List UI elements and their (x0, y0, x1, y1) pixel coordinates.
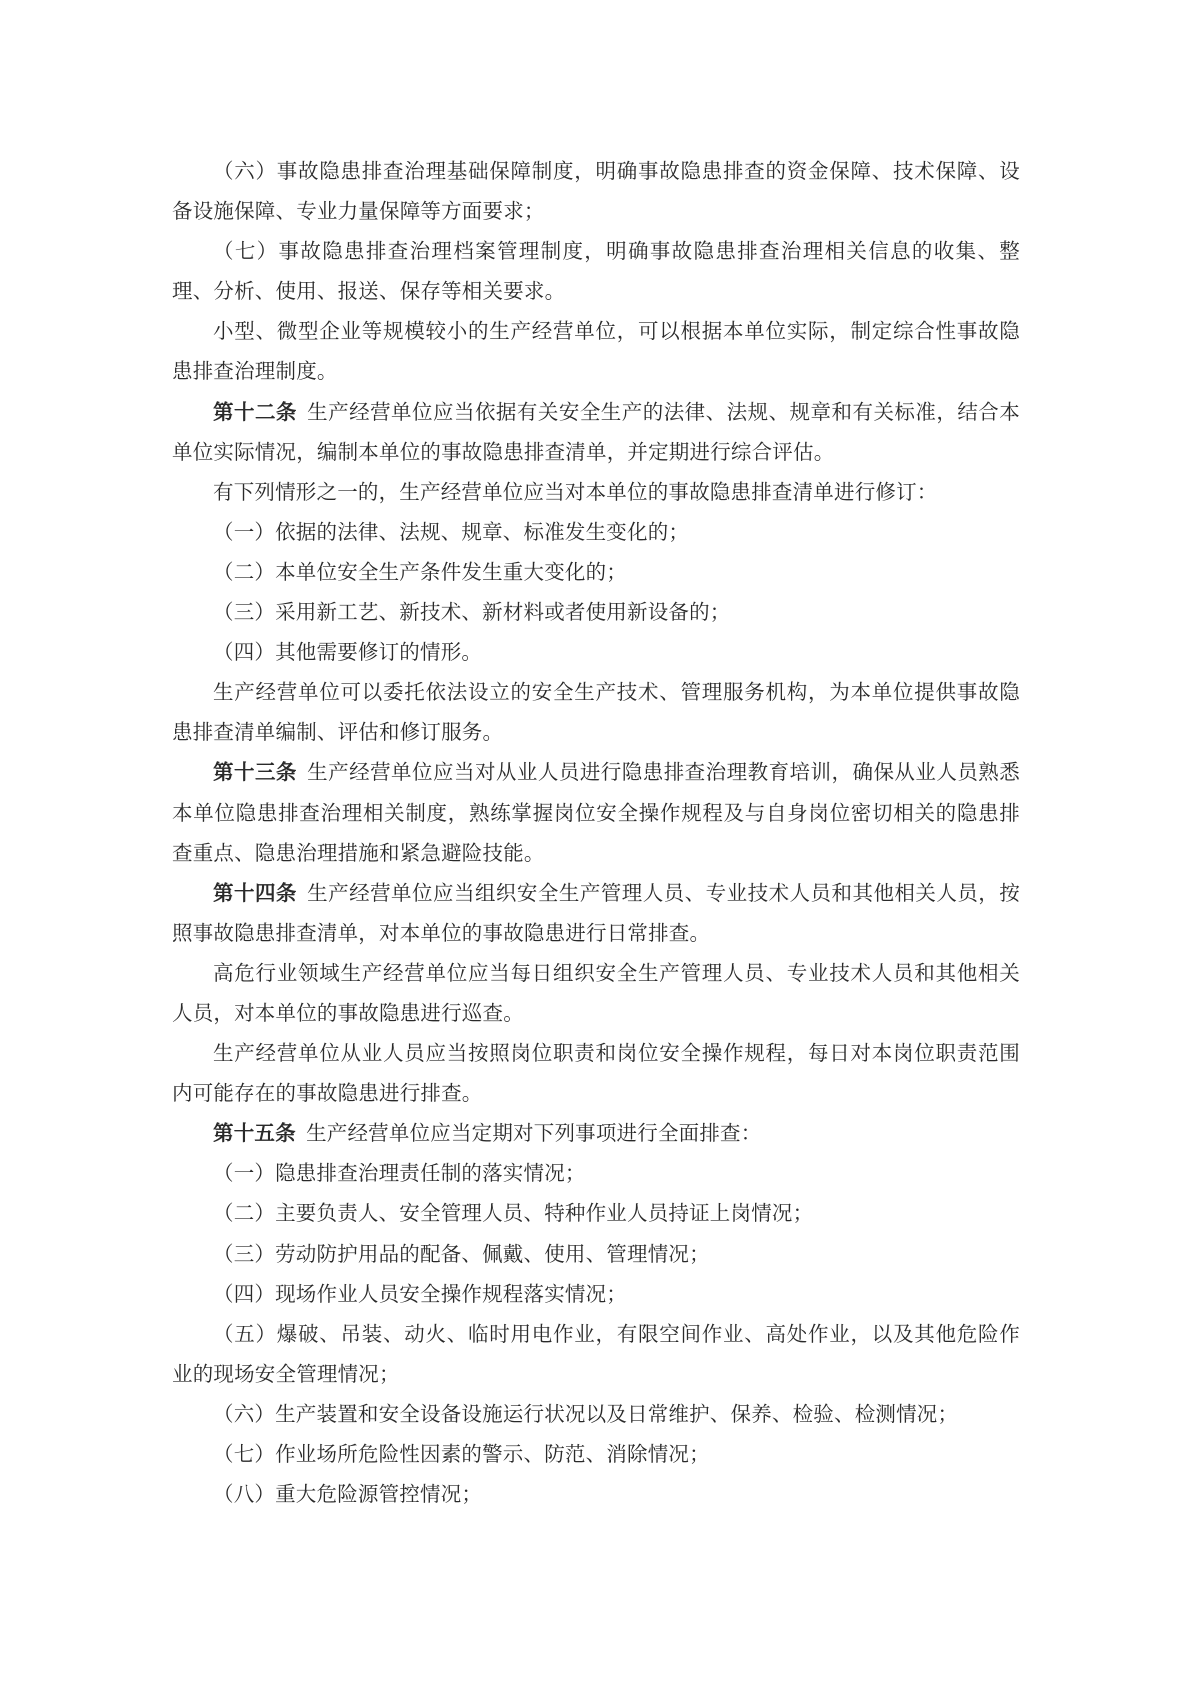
paragraph: （六）事故隐患排查治理基础保障制度，明确事故隐患排查的资金保障、技术保障、设备设施保障、专业力量保障等方面要求； (172, 161, 1020, 224)
article-number: 第十三条 (213, 762, 297, 785)
paragraph: 有下列情形之一的，生产经营单位应当对本单位的事故隐患排查清单进行修订： (213, 481, 938, 504)
paragraph: 高危行业领域生产经营单位应当每日组织安全生产管理人员、专业技术人员和其他相关人员，对本单位的事故隐患进行巡查。 (172, 962, 1020, 1025)
article-number: 第十二条 (213, 401, 297, 424)
paragraph: （五）爆破、吊装、动火、临时用电作业，有限空间作业、高处作业，以及其他危险作业的现场安全管理情况； (172, 1323, 1020, 1386)
paragraph: （四）现场作业人员安全操作规程落实情况； (213, 1283, 627, 1306)
paragraph: （八）重大危险源管控情况； (213, 1484, 483, 1507)
paragraph (172, 1114, 1020, 1154)
paragraph: （四）其他需要修订的情形。 (213, 642, 483, 665)
paragraph-text: 生产经营单位应当依据有关安全生产的法律、法规、规章和有关标准，结合本单位实际情况，编制本单位的事故隐患排查清单，并定期进行综合评估。 (172, 401, 1020, 464)
paragraph-text: 生产经营单位应当定期对下列事项进行全面排查： (306, 1123, 762, 1146)
paragraph: 生产经营单位从业人员应当按照岗位职责和岗位安全操作规程，每日对本岗位职责范围内可能存在的事故隐患进行排查。 (172, 1043, 1020, 1106)
paragraph: （二）主要负责人、安全管理人员、特种作业人员持证上岗情况； (213, 1203, 814, 1226)
paragraph (172, 874, 1020, 954)
paragraph: （一）隐患排查治理责任制的落实情况； (213, 1163, 586, 1186)
paragraph: （七）作业场所危险性因素的警示、防范、消除情况； (213, 1444, 710, 1466)
paragraph (172, 393, 1020, 473)
article-number: 第十五条 (213, 1123, 296, 1146)
paragraph (172, 753, 1020, 873)
paragraph: （三）采用新工艺、新技术、新材料或者使用新设备的； (213, 602, 731, 625)
article-number: 第十四条 (213, 882, 297, 905)
paragraph: 生产经营单位可以委托依法设立的安全生产技术、管理服务机构，为本单位提供事故隐患排查清单编制、评估和修订服务。 (172, 682, 1020, 745)
paragraph: （六）生产装置和安全设备设施运行状况以及日常维护、保养、检验、检测情况； (213, 1403, 959, 1426)
paragraph: （一）依据的法律、法规、规章、标准发生变化的； (213, 521, 690, 544)
document-body (172, 152, 1020, 1515)
paragraph: （七）事故隐患排查治理档案管理制度，明确事故隐患排查治理相关信息的收集、整理、分析、使用、报送、保存等相关要求。 (172, 241, 1020, 304)
paragraph-text: 生产经营单位应当组织安全生产管理人员、专业技术人员和其他相关人员，按照事故隐患排查清单，对本单位的事故隐患进行日常排查。 (172, 882, 1020, 945)
paragraph: （三）劳动防护用品的配备、佩戴、使用、管理情况； (213, 1243, 710, 1266)
paragraph: 小型、微型企业等规模较小的生产经营单位，可以根据本单位实际，制定综合性事故隐患排查治理制度。 (172, 321, 1020, 384)
paragraph-text: 生产经营单位应当对从业人员进行隐患排查治理教育培训，确保从业人员熟悉本单位隐患排查治理相关制度，熟练掌握岗位安全操作规程及与自身岗位密切相关的隐患排查重点、隐患治理措施和紧急避险技能。 (172, 762, 1020, 865)
paragraph: （二）本单位安全生产条件发生重大变化的； (213, 561, 627, 584)
